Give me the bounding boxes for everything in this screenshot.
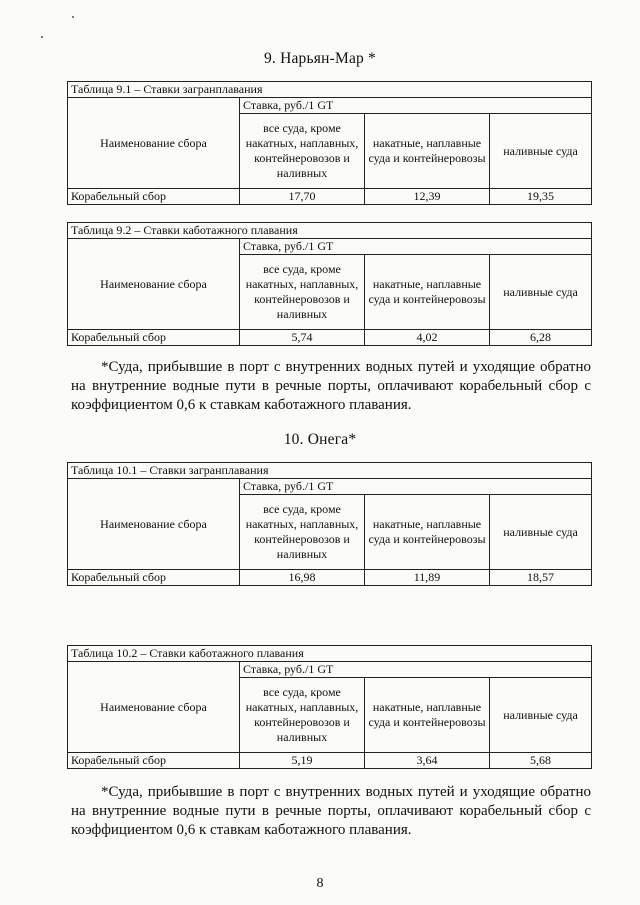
col-header-roro-container: накатные, наплавные суда и контейнеровозы: [365, 255, 490, 330]
rate-header: Ставка, руб./1 GT: [240, 479, 592, 495]
value-cell: 5,19: [240, 753, 365, 769]
table-10-1: [67, 462, 592, 586]
col-header-tankers: наливные суда: [490, 114, 592, 189]
table-caption: Таблица 9.2 – Ставки каботажного плавания: [68, 223, 592, 239]
table-caption: Таблица 9.1 – Ставки загранплавания: [68, 82, 592, 98]
footnote-text: *Суда, прибывшие в порт с внутренних водных путей и уходящие обратно на внутренние водные пути в речные порты, оплачивают корабельный сбор с коэффициентом 0,6 к ставкам каботажного плавания.: [71, 784, 591, 838]
col-header-roro-container: накатные, наплавные суда и контейнеровозы: [365, 495, 490, 570]
col-header-tankers: наливные суда: [490, 678, 592, 753]
value-cell: 19,35: [490, 189, 592, 205]
rate-header: Ставка, руб./1 GT: [240, 239, 592, 255]
rate-header: Ставка, руб./1 GT: [240, 98, 592, 114]
value-cell: 16,98: [240, 570, 365, 586]
section-9-heading: 9. Нарьян-Мар *: [263, 50, 376, 67]
page-number: 8: [316, 876, 324, 891]
footnote-text: *Суда, прибывшие в порт с внутренних водных путей и уходящие обратно на внутренние водные пути в речные порты, оплачивают корабельный сбор с коэффициентом 0,6 к ставкам каботажного плавания.: [71, 359, 591, 413]
col-header-all-vessels: все суда, кроме накатных, наплавных, контейнеровозов и наливных: [240, 114, 365, 189]
value-cell: 6,28: [490, 330, 592, 346]
col-header-all-vessels: все суда, кроме накатных, наплавных, контейнеровозов и наливных: [240, 255, 365, 330]
col-header-tankers: наливные суда: [490, 495, 592, 570]
scan-speck: [41, 36, 43, 38]
scan-speck: [72, 16, 74, 18]
footnote-section-9: [71, 358, 591, 415]
table-caption: Таблица 10.1 – Ставки загранплавания: [68, 463, 592, 479]
col-header-roro-container: накатные, наплавные суда и контейнеровозы: [365, 114, 490, 189]
footnote-section-10: [71, 783, 591, 840]
value-cell: 12,39: [365, 189, 490, 205]
col-header-all-vessels: все суда, кроме накатных, наплавных, контейнеровозов и наливных: [240, 678, 365, 753]
name-header: Наименование сбора: [68, 479, 240, 570]
rate-header: Ставка, руб./1 GT: [240, 662, 592, 678]
row-label: Корабельный сбор: [68, 570, 240, 586]
value-cell: 4,02: [365, 330, 490, 346]
col-header-tankers: наливные суда: [490, 255, 592, 330]
table-caption: Таблица 10.2 – Ставки каботажного плавания: [68, 646, 592, 662]
table-10-2: [67, 645, 592, 769]
value-cell: 11,89: [365, 570, 490, 586]
value-cell: 5,74: [240, 330, 365, 346]
value-cell: 3,64: [365, 753, 490, 769]
col-header-roro-container: накатные, наплавные суда и контейнеровозы: [365, 678, 490, 753]
value-cell: 5,68: [490, 753, 592, 769]
value-cell: 18,57: [490, 570, 592, 586]
section-10-heading: 10. Онега*: [283, 431, 357, 448]
col-header-all-vessels: все суда, кроме накатных, наплавных, контейнеровозов и наливных: [240, 495, 365, 570]
name-header: Наименование сбора: [68, 98, 240, 189]
table-9-1: [67, 81, 592, 205]
row-label: Корабельный сбор: [68, 753, 240, 769]
name-header: Наименование сбора: [68, 662, 240, 753]
row-label: Корабельный сбор: [68, 189, 240, 205]
value-cell: 17,70: [240, 189, 365, 205]
name-header: Наименование сбора: [68, 239, 240, 330]
table-9-2: [67, 222, 592, 346]
row-label: Корабельный сбор: [68, 330, 240, 346]
